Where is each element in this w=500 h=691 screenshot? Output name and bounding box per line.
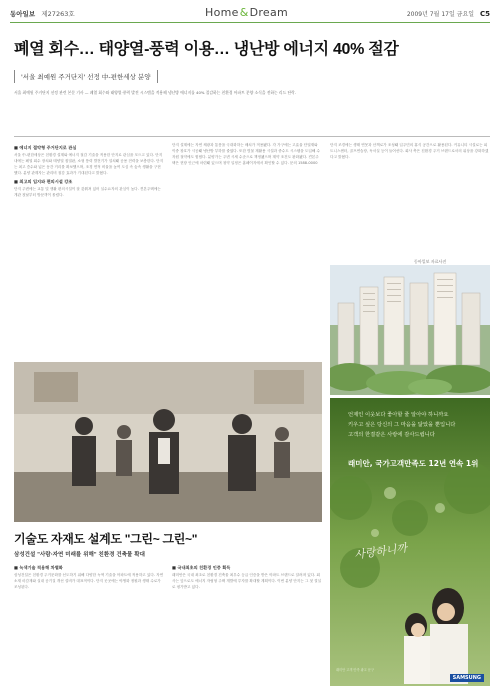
masthead-date	[407, 9, 490, 18]
ad-fine-print: 래미안 고객 만족 광고 문구	[336, 668, 374, 672]
apartment-complex-illustration	[330, 265, 490, 395]
advertisement	[330, 398, 490, 686]
column-1-section-heading-2: ■ 최고의 입지와 편의시설 강조	[14, 179, 73, 184]
ad-brand-script: 사랑하니까	[353, 541, 408, 562]
column-1-section-heading: ■ 에너지 절약형 주거단지로 관심	[14, 145, 77, 150]
ad-copy-line-1: 언제인 이웃보다 좋아할 줄 알아야 하니까요	[348, 412, 449, 418]
ad-award-slogan: 래미안, 국가고객만족도 12년 연속 1위	[348, 459, 479, 468]
issue-number: 제27263호	[41, 10, 75, 18]
publication-date: 2009년 7월 17일 금요일	[406, 11, 475, 18]
section-title-amp: &	[239, 6, 249, 19]
main-headline: 폐열 회수… 태양열-풍력 이용… 냉난방 에너지 40% 절감	[14, 41, 399, 58]
column-1-text: 서울 中-편한세상은 친환경 설계와 에너지 절감 기술을 적용한 단지로 관심을 모으고 있다. 단지 내에는 폐열 회수 장치와 태양열 집열판, 소형 풍력 발전기가 설치돼 공용 전력을 보충한다. 단지는 최고 층수와 넓은 동간 거리를 확보했으며, 조경 면적 비율을 높여 도심 속 숲속 생활을 구현했다. 분양 관계자는 관리비 절감 효과가 기대된다고 밝혔다.	[14, 153, 164, 175]
article-column-5	[172, 562, 322, 684]
section-title	[205, 6, 288, 19]
secondary-headline: 기술도 자재도 설계도 "그린~ 그린~"	[14, 532, 198, 546]
article-column-3	[330, 142, 490, 262]
column-4-text: 삼성건설은 친환경 주거문화를 선도하기 위해 다양한 녹색 기술을 아파트에 적용하고 있다. 자연 소재 마감재와 실내 공기질 개선 설비가 대표적이다. 단지 곳곳에는 야생화 정원과 생태 수로가 조성된다.	[14, 573, 164, 589]
column-4-section-heading: ■ 녹색기술 적용해 차별화	[14, 565, 63, 570]
column-2-text: 단지 설계에는 자연 채광과 통풍을 극대화하는 배치가 적용됐다. 각 가구에는 고효율 단열재와 이중 창호가 시공돼 냉난방 부하를 줄였다. 또한 빗물 재활용 시설과 중수도 시스템을 도입해 수자원 절약에도 힘썼다. 분양가는 주변 시세 수준으로 책정됐으며 계약 조건도 완화됐다. 견본주택은 현장 인근에 마련돼 있으며 청약 일정은 홈페이지에서 확인할 수 있다. 문의 1588-0000	[172, 143, 320, 165]
photo-credit: 동아일보 자료사진	[414, 259, 447, 264]
page-number: C5	[479, 10, 490, 18]
forest-family-illustration	[330, 398, 490, 686]
ad-copy-line-3: 고객의 한결같은 사랑에 감사드립니다	[348, 432, 435, 438]
masthead	[10, 6, 490, 22]
column-5-text: 래미안은 국내 최초로 친환경 건축물 최우수 등급 인증을 받은 아파트 브랜드로 알려져 있다. 회사는 앞으로도 에너지 자립형 주택 개발에 투자를 확대할 계획이다. 이번 분양 단지는 그 첫 결실로 평가받고 있다.	[172, 573, 322, 589]
masthead-paper	[10, 9, 75, 18]
article-column-1	[14, 142, 164, 357]
section-title-right: Dream	[249, 6, 289, 19]
column-1-text-2: 단지 주변에는 교통 및 생활 편의시설이 잘 갖춰져 있어 실수요자의 관심이 높다. 견본주택에는 개관 첫날부터 방문객이 몰렸다.	[14, 187, 161, 197]
column-3-text: 단지 조경에는 생태 연못과 산책로가 조성돼 입주민의 휴식 공간으로 활용된다. 커뮤니티 시설로는 피트니스센터, 골프연습장, 독서실 등이 들어선다. 회사 측은 친환경 주거 브랜드로서의 위상을 강화하겠다고 밝혔다.	[330, 143, 489, 159]
article-column-4	[14, 562, 164, 684]
lead-paragraph: 서울 최예원 주거단지 선정 관련 본문 기사 — 폐열 회수와 태양열·풍력 발전 시스템을 적용해 냉난방 에너지를 40% 절감하는 친환경 아파트 분양 소식을 전하는 리드 단락.	[14, 90, 297, 95]
column-5-section-heading: ■ 국내최초의 친환경 인증 획득	[172, 565, 231, 570]
samsung-logo: SAMSUNG	[450, 674, 484, 682]
ad-copy	[348, 410, 488, 440]
main-subhead: '서울 최예원 주거단지' 선정 中-편한세상 분양	[14, 70, 158, 83]
paper-name: 동아일보	[10, 10, 36, 18]
event-photo	[14, 362, 322, 522]
section-title-left: Home	[205, 6, 239, 19]
secondary-subhead: 삼성건설 "사람·자연 미래를 위해" 친환경 건축물 확대	[14, 552, 145, 558]
masthead-divider	[10, 22, 490, 23]
apartment-complex-photo	[330, 265, 490, 395]
ad-copy-line-2: 키우고 싶은 당신의 그 마음을 닮았을 뿐입니다	[348, 422, 456, 428]
section-divider	[14, 136, 490, 137]
showroom-event-illustration	[14, 362, 322, 522]
article-column-2	[172, 142, 322, 357]
